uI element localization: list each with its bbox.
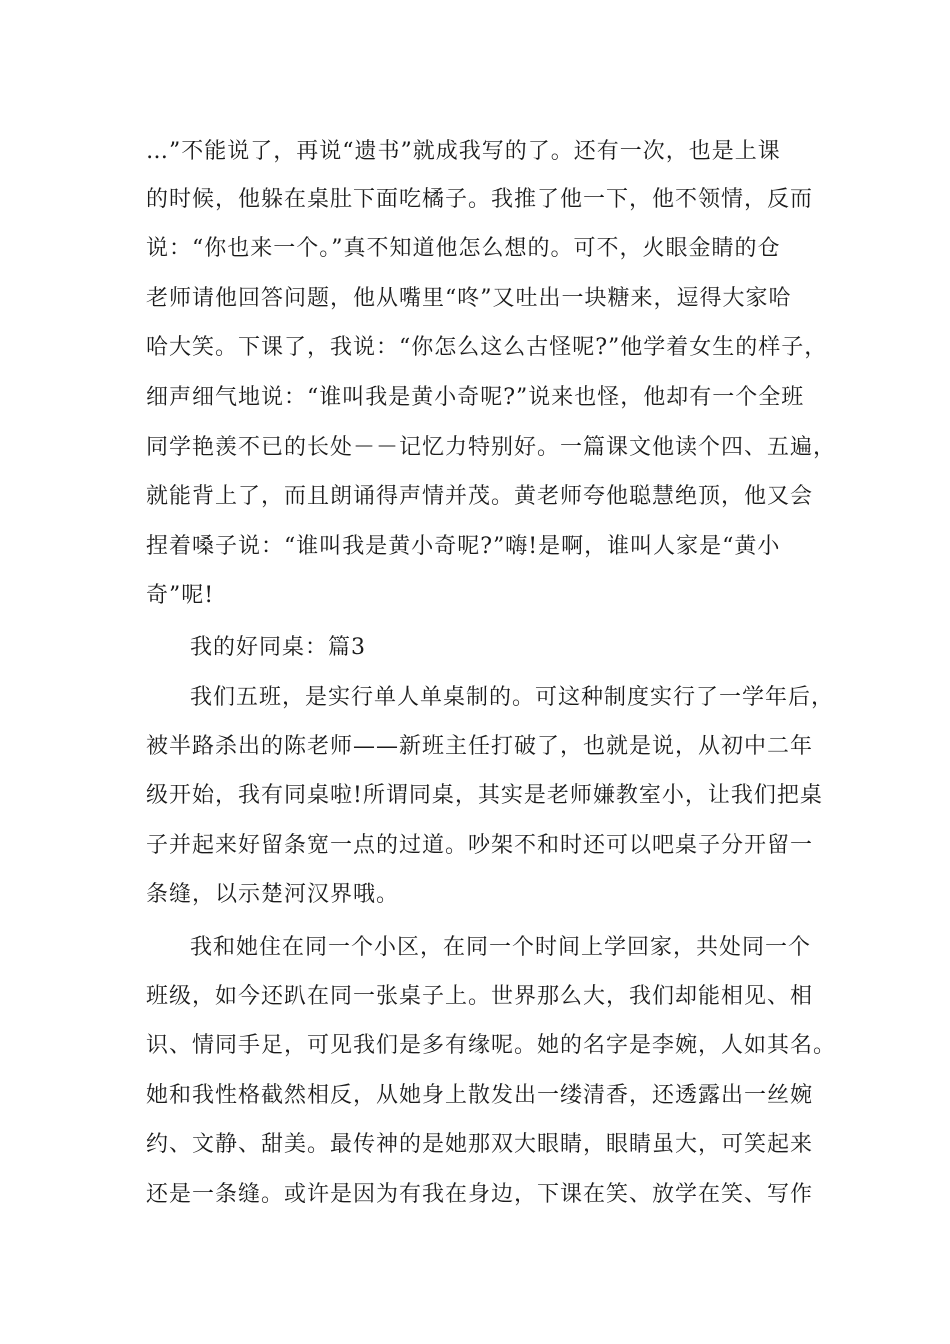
text-line: 就能背上了，而且朗诵得声情并茂。黄老师夸他聪慧绝顶，他又会	[146, 484, 814, 509]
text-line: 我们五班，是实行单人单桌制的。可这种制度实行了一学年后，	[190, 685, 835, 710]
text-line: 班级，如今还趴在同一张桌子上。世界那么大，我们却能相见、相	[146, 984, 814, 1009]
text-line: 条缝，以示楚河汉界哦。	[146, 882, 400, 907]
text-line: 还是一条缝。或许是因为有我在身边，下课在笑、放学在笑、写作	[146, 1182, 814, 1207]
text-line: 同学艳羡不已的长处－－记忆力特别好。一篇课文他读个四、五遍，	[146, 435, 837, 460]
text-line: 细声细气地说：“谁叫我是黄小奇呢?”说来也怪，他却有一个全班	[146, 385, 805, 410]
text-line: 老师请他回答问题，他从嘴里“咚”又吐出一块糖来，逗得大家哈	[146, 286, 792, 311]
text-line: 约、文静、甜美。最传神的是她那双大眼睛，眼睛虽大，可笑起来	[146, 1132, 814, 1157]
text-line: 哈大笑。下课了，我说：“你怎么这么古怪呢?”他学着女生的样子，	[146, 335, 828, 360]
text-line: 我和她住在同一个小区，在同一个时间上学回家，共处同一个	[190, 935, 812, 960]
text-line: 的时候，他躲在桌肚下面吃橘子。我推了他一下，他不领情，反而	[146, 187, 814, 212]
text-line: 她和我性格截然相反，从她身上散发出一缕清香，还透露出一丝婉	[146, 1083, 814, 1108]
text-line: 奇”呢!	[146, 583, 215, 608]
text-line: 识、情同手足，可见我们是多有缘呢。她的名字是李婉，人如其名。	[146, 1033, 837, 1058]
text-line: 说：“你也来一个。”真不知道他怎么想的。可不，火眼金睛的仓	[146, 236, 781, 261]
text-line: 被半路杀出的陈老师——新班主任打破了，也就是说，从初中二年	[146, 734, 814, 759]
section-heading: 我的好同桌：篇3	[190, 635, 366, 660]
text-line: 捏着嗓子说：“谁叫我是黄小奇呢?”嗨!是啊，谁叫人家是“黄小	[146, 534, 781, 559]
text-line: …”不能说了，再说“遗书”就成我写的了。还有一次，也是上课	[146, 139, 781, 164]
text-line: 级开始，我有同桌啦!所谓同桌，其实是老师嫌教室小，让我们把桌	[146, 783, 823, 808]
text-line: 子并起来好留条宽一点的过道。吵架不和时还可以吧桌子分开留一	[146, 833, 814, 858]
